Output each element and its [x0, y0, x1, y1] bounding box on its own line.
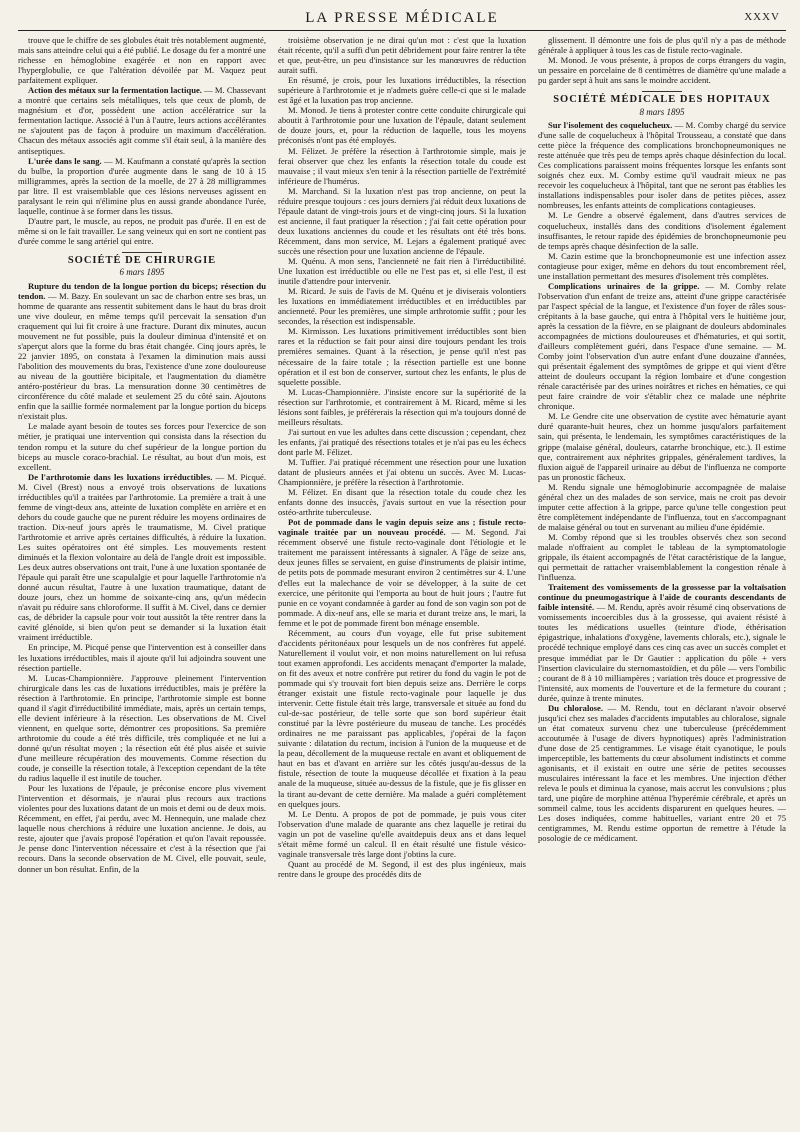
- section-title: Sur l'isolement des coquelucheux.: [548, 120, 673, 131]
- session-date: 6 mars 1895: [119, 267, 165, 278]
- paragraph: En principe, M. Picqué pense que l'intervention est à conseiller dans les luxations irréductibles, mais il ajoute qu'il lui adjoindra souvent une résection partielle.: [18, 642, 266, 673]
- paragraph: M. Ricard. Je suis de l'avis de M. Quénu et je diviserais volontiers les luxations en immédiatement irréductibles et en irréductibles par ancienneté. Pour les premières, une simple arthrotomie suffit ; pour les secondes, la résection est indispensable.: [278, 286, 526, 327]
- paragraph-text: — M. Comby relate l'observation d'un enfant de treize ans, atteint d'une grippe caractérisée par l'aspect spécial de la langue, et l'existence d'un foyer de râles sous-crépitants à la base gauche, qui entra à l'hôpital vers le huitième jour, après la cessation de la fièvre, en se plaignant de douleurs abdominales accompagnées de mictions douloureuses et d'hématuries, et qui sortit, d'ailleurs complètement guéri, dans l'espace d'une semaine. — M. Comby joint l'observation d'un autre enfant d'une douzaine d'années, qui présentait également des symptômes de grippe et qui vient d'être atteint de douleurs occupant la région lombaire et d'une congestion rénale caractérisée par des urines noirâtres et riches en hématies, ce qui peut faire craindre de voir s'établir chez ce malade une néphrite chronique.: [538, 280, 786, 412]
- society-name: SOCIÉTÉ DE CHIRURGIE: [67, 254, 217, 266]
- paragraph: J'ai surtout en vue les adultes dans cette discussion ; cependant, chez les enfants, j'ai pratiqué des résections totales et je n'ai pas eu les échecs dont parle M. Félizet.: [278, 426, 526, 457]
- paragraph: M. Marchand. Si la luxation n'est pas trop ancienne, on peut la réduire presque toujours : ces jours derniers j'ai réduit deux luxations de l'épaule datant de vingt-trois jours et de vingt-cinq jours. Si la luxation est ancienne, il faut pratiquer la résection ; j'ai fait cette opération pour deux luxations anciennes du coude et les résultats ont été très bons. Récemment, dans mon service, M. Lejars a également pratiqué avec succès une résection pour une luxation ancienne de l'épaule.: [278, 185, 526, 256]
- paragraph: M. Monod. Je vous présente, à propos de corps étrangers du vagin, un pessaire en porcelaine de 8 centimètres de diamètre qu'une malade a pu garder sept à huit ans sans le moindre accident.: [538, 55, 786, 86]
- paragraph: Quant au procédé de M. Segond, il est des plus ingénieux, mais rentre dans le groupe des procédés dits de: [278, 858, 526, 879]
- paragraph: M. Félizet. En disant que la résection totale du coude chez les enfants donne des insuccès, j'avais surtout en vue la résection pour ostéo-arthrite tuberculeuse.: [278, 487, 526, 518]
- section-title: Complications urinaires de la grippe.: [548, 280, 700, 291]
- paragraph: D'autre part, le muscle, au repos, ne produit pas d'urée. Il en est de même si on le fait travailler. Le sang veineux qui en sort ne contient pas d'urée comme le sang artériel qui entre.: [18, 215, 266, 246]
- paragraph-text: — M. Bazy. En soulevant un sac de charbon entre ses bras, un homme de quarante ans ressentit subitement dans le haut du bras droit une vive douleur, en même temps qu'il percevait la sensation d'un craquement qui lui fit croire à une fracture. Durant dix minutes, aucun mouvement ne fut possible, puis la douleur diminua d'intensité et on s'aperçut alors que la forme du bras était changée. Cinq jours après, le 22 janvier 1895, on constata à l'examen la diminution mais aussi l'abolition des mouvements du bras, l'existence d'une zone douloureuse au niveau de la gouttière bicipitale, et l'augmentation du diamètre antéro-postérieur du bras. La mensuration donne 30 centimètres de circonférence du côté malade et seulement 25 du côté sain. Ajoutons enfin que la saillie formée normalement par la longue portion du biceps n'existait plus.: [18, 290, 266, 422]
- paragraph: M. Félizet. Je préfère la résection à l'arthrotomie simple, mais je ferai observer que chez les enfants la résection totale du coude est mauvaise ; il vaut mieux s'en tenir à la résection partielle de l'extrémité inférieure de l'humérus.: [278, 145, 526, 186]
- society-name: SOCIÉTÉ MÉDICALE DES HOPITAUX: [553, 94, 771, 106]
- paragraph: M. Cazin estime que la bronchopneumonie est une infection assez contagieuse pour exiger, même en dehors du tout encombrement réel, une installation permettant des mesures d'isolement très complètes.: [538, 250, 786, 281]
- column-3: [538, 35, 786, 1127]
- paragraph: trouve que le chiffre de ses globules était très notablement augmenté, mais sans atteindre celui qui a été publié. Le dosage du fer a montré une richesse en hémoglobine exagérée et non en rapport avec l'hyperglobulie, ce que l'altération dévoilée par M. Vaquez peut parfaitement expliquer.: [18, 35, 266, 86]
- divider: [122, 252, 162, 253]
- society-heading: [18, 252, 266, 278]
- section-title: De l'arthrotomie dans les luxations irréductibles.: [28, 471, 213, 482]
- paragraph: En résumé, je crois, pour les luxations irréductibles, la résection supérieure à l'arthrotomie et je n'admets guère celle-ci que si le malade est âgé et la luxation pas trop ancienne.: [278, 75, 526, 106]
- paragraph: Récemment, au cours d'un voyage, elle fut prise subitement d'accidents péritonéaux pour lesquels un de nos confrères fut appelé. Naturellement il voulut voir, et non moins naturellement on lui refusa tout examen approfondi. Les accidents menaçant d'emporter la malade, on fit des aveux et notre confrère put retirer du fond du vagin le pot de pommade qui s'y trouvait fort bien depuis seize ans. Derrière le corps étranger existait une fistule recto-vaginale pour laquelle je dus intervenir. Cette fistule était très large, transversale et située au fond du cul-de-sac postérieur, de telle sorte que son bord supérieur était constitué par la lèvre postérieure du museau de tanche. Les procédés ordinaires ne me paraissant pas applicables, j'opérai de la façon suivante : dilatation du rectum, incision à l'union de la muqueuse et de la peau, décollement de la muqueuse rectale en avant et obliquement de haut en bas et d'avant en arrière sur les côtés jusqu'au-dessus de la fistule, résection de toute la muqueuse décollée et fixation à la peau anale de la muqueuse, située au-dessus de la fistule, que je fis glisser en la tirant au-devant de cette dernière. Ma malade a guéri complètement en quelques jours.: [278, 627, 526, 809]
- paragraph: M. Monod. Je tiens à protester contre cette conduite chirurgicale qui aboutit à l'arthrotomie pour une luxation de l'épaule, datant seulement de douze jours, et, pour la réduction de laquelle, tous les moyens préconisés n'ont pas été employés.: [278, 105, 526, 146]
- article-columns: [18, 35, 786, 1127]
- paragraph: Pour les luxations de l'épaule, je préconise encore plus vivement l'intervention et désormais, je n'aurai plus recours aux tractions violentes pour des luxations datant de un mois et demi ou de deux mois. Récemment, en effet, j'ai perdu, avec M. Hennequin, une malade chez laquelle nous cherchions à réduire une luxation ancienne. Je dois, au reste, ajouter que j'avais proposé l'opération et qu'on l'avait repoussée. Je pense donc l'intervention nécessaire et c'est à la résection que j'ai recours. Dans la seconde observation de M. Civel, elle pouvait, seule, donner un bon résultat. Enfin, de la: [18, 783, 266, 874]
- paragraph: [538, 281, 786, 412]
- paragraph: M. Rendu signale une hémoglobinurie accompagnée de malaise général chez un des malades de son service, mais ne croit pas devoir imputer cette affection à la grippe, parce qu'une telle congestion peut être complètement indépendante de l'influenza, tout en s'accompagnant de malaise général ou tout en survenant au milieu d'une épidémie.: [538, 481, 786, 532]
- paragraph-text: — M. Rendu, après avoir résumé cinq observations de vomissements incoercibles dus à la grossesse, qui avaient résisté à toutes les médications usuelles (teinture d'iode, éthérisation épigastrique, inhalations d'oxygène, lavements chlorals, etc.), signale le procédé technique employé dans ces cinq cas avec un succès complet et presque immédiat par le Dr Gautier : application du pôle + vers l'insertion claviculaire du sternomastoïdien, et du pôle — vers l'ombilic ; courant de 8 à 10 milliampères ; variation très douce et progressive de l'intensité, aux moments de l'ouverture et de la fermeture du courant ; durée, quinze à trente minutes.: [538, 602, 786, 703]
- section-title: Action des métaux sur la fermentation lactique.: [28, 85, 202, 96]
- running-header: [18, 8, 786, 31]
- paragraph-text: — M. Picqué. M. Civel (Brest) nous a envoyé trois observations de luxations irréductibles qu'il a traitées par l'arthrotomie. La première a trait à une femme de vingt-deux ans, atteinte de luxation complète en arrière et en dehors du coude gauche que ne purent réduire les moyens ordinaires de traction. Dix-neuf jours après le traumatisme, M. Civel pratique l'arthrotomie et arrive après certaines difficultés, à réduire la luxation. Les suites opératoires ont été simples. Les mouvements restent diminués et la flexion volontaire au delà de l'angle droit est impossible. Les deux autres observations ont trait, l'une à une luxation spontanée de l'épaule qui paraît être une scapulalgie et pour laquelle l'arthrotomie n'a donné aucun résultat, l'autre à une luxation traumatique, datant de douze jours, chez un homme de soixante-cinq ans, qu'un médecin n'avait pu réduire sans chloroforme. Il suffit à M. Civel, dans ce dernier cas, de débrider la capsule pour voir tout aussitôt la tête rentrer dans la cavité glénoïde, si bien qu'on peut se demander si la luxation était vraiment irréductible.: [18, 471, 266, 643]
- paragraph: glissement. Il démontre une fois de plus qu'il n'y a pas de méthode générale à appliquer à tous les cas de fistule recto-vaginale.: [538, 35, 786, 56]
- society-heading: [538, 91, 786, 117]
- paragraph: [538, 120, 786, 210]
- column-1: [18, 35, 266, 1127]
- paragraph: M. Le Gendre a observé également, dans d'autres services de coquelucheux, installés dans des conditions d'isolement également insuffisantes, le retour rapide des épidémies de bronchopneumonie peu de temps après chaque désinfection de la salle.: [538, 210, 786, 251]
- paragraph-text: — M. Chassevant a montré que certains sels métalliques, tels que ceux de plomb, de magnésium et d'or, possèdent une action accélératrice sur la fermentation lactique. Associé à l'un à l'autre, leurs actions accélérantes ne s'ajoutent pas de façon à produire un maximum d'accélération. Chacun des métaux associés agit comme s'il était seul, à la manière des antiseptiques.: [18, 85, 266, 156]
- paragraph: [18, 472, 266, 643]
- paragraph: [278, 517, 526, 628]
- column-2: [278, 35, 526, 1127]
- journal-title: LA PRESSE MÉDICALE: [305, 10, 499, 26]
- paragraph-text: — M. Rendu, tout en déclarant n'avoir observé jusqu'ici chez ses malades d'accidents imputables au chloralose, signale un état comateux survenu chez une tuberculeuse (précédemment accoutumée à l'usage de divers hypnotiques) après l'administration d'une dose de 25 centigrammes. Le visage était cyanotique, le pouls imperceptible, les battements du cœur absolument indistincts et comme agonisants, et il existait en outre une série de petites secousses musculaires intéressant la face et les membres. Une injection d'éther releva le pouls et diminua la cyanose, mais accrut les convulsions ; plus tard, une piqûre de morphine atténua l'hyperémie cérébrale, et après un sommeil calme, tous les accidents disparurent en quelques heures. — Les doses indiquées, comme habituelles, variant entre 20 et 75 centigrammes, M. Rendu estime opportun de remettre à l'étude la posologie de ce médicament.: [538, 702, 786, 844]
- paragraph: M. Le Gendre cite une observation de cystite avec hématurie ayant duré quarante-huit heures, chez un homme jusqu'alors parfaitement sain, qui présenta, le lendemain, les symptômes caractéristiques de la grippe (malaise général, douleurs, catarrhe bronchique, etc.). Il estime que, contrairement aux néphrites grippales, généralement tardives, la fluxion aiguë de l'appareil urinaire au début de l'influenza ne comporte pas un pronostic fâcheux.: [538, 411, 786, 482]
- page-number: XXXV: [744, 11, 780, 23]
- paragraph: [538, 703, 786, 844]
- session-date: 8 mars 1895: [639, 106, 685, 117]
- section-title: Traitement des vomissements de la grossesse par la voltaïsation continue du pneumogastrique à l'aide de courants descendants de faible intensité.: [538, 582, 786, 613]
- paragraph: M. Quénu. A mon sens, l'ancienneté ne fait rien à l'irréductibilité. Une luxation est irréductible ou elle ne l'est pas et, si elle l'est, il est inutile d'attendre pour intervenir.: [278, 256, 526, 287]
- paragraph: M. Lucas-Championnière. J'insiste encore sur la supériorité de la résection sur l'arthrotomie, et contrairement à M. Ricard, même si les lésions sont faibles, je préférerais la résection qui m'a toujours donné de meilleurs résultats.: [278, 386, 526, 427]
- paragraph: M. Comby répond que si les troubles observés chez son second malade n'offraient au complet le tableau de la symptomatologie grippale, ils étaient accompagnés de l'état caractéristique de la langue, qui permettait de rattacher vraisemblablement la congestion rénale à l'influenza.: [538, 531, 786, 583]
- section-title: Du chloralose.: [548, 702, 603, 713]
- paragraph-text: — M. Comby chargé du service d'une salle de coquelucheux à l'hôpital Trousseau, a constaté que dans cette pièce la fréquence des complications bronchopneumoniques ne reste atténuée que très peu de temps après chaque désinfection du local. Ces complications paraissent moins fréquentes lorsque les enfants sont soignés chez eux. M. Comby estime qu'il vaudrait mieux ne pas recevoir les coquelucheux à l'hôpital, tant que ne seront pas établies les installations indispensables pour isoler dans de petites pièces, assez nombreuses, les enfants atteints de complications contagieuses.: [538, 120, 786, 211]
- paragraph: Le malade ayant besoin de toutes ses forces pour l'exercice de son métier, je pratiquai une intervention qui consista dans la résection du tendon rompu et la suture du chef supérieur de la longue portion du biceps au muscle coraco-brachial. Le résultat, au bout d'un mois, est excellent.: [18, 421, 266, 472]
- paragraph-text: — M. Kaufmann a constaté qu'après la section du bulbe, la proportion d'urée augmente dans le sang de 10 à 15 milligrammes, après la section de la moelle, de 27 à 28 milligrammes par litre. Il est vraisemblable que ces lésions nerveuses agissent en paralysant le rein qui n'élimine plus en aussi grande abondance l'urée, laquelle, continue à se former dans les tissus.: [18, 155, 266, 216]
- paragraph: [18, 156, 266, 216]
- section-title: Pot de pommade dans le vagin depuis seize ans ; fistule recto-vaginale traitée par un nouveau procédé.: [278, 517, 526, 538]
- paragraph: M. Tuffier. J'ai pratiqué récemment une résection pour une luxation datant de plusieurs années et j'ai obtenu un succès. Avec M. Lucas-Championnière, je préfère la résection à l'arthrotomie.: [278, 456, 526, 488]
- paragraph: [538, 582, 786, 703]
- paragraph: M. Le Dentu. A propos de pot de pommade, je puis vous citer l'observation d'une malade de quarante ans chez laquelle je retirai du vagin un pot de vaseline qu'elle avaitdepuis deux ans et dans lequel s'était même formé un calcul. Il en était résulté une fistule vésico-vaginale transversale très large dont j'obtins la cure.: [278, 808, 526, 859]
- paragraph: M. Kirmisson. Les luxations primitivement irréductibles sont bien rares et la réduction se fait pour ainsi dire toujours pendant les trois premières semaines. Quant à la résection, je pense qu'il n'est pas nécessaire de la faire totale ; la résection partielle est une bonne opération et il est bon de conserver, surtout chez les enfants, le plus de squelette possible.: [278, 326, 526, 387]
- section-title: Rupture du tendon de la longue portion du biceps; résection du tendon.: [18, 280, 266, 301]
- paragraph: [18, 281, 266, 422]
- paragraph: [18, 85, 266, 155]
- paragraph: troisième observation je ne dirai qu'un mot : c'est que la luxation était récente, qu'il a suffi d'un petit débridement pour faire rentrer la tête et que, peut-être, un peu d'insistance sur les manœuvres de réduction aurait suffi.: [278, 35, 526, 76]
- divider: [642, 91, 682, 92]
- paragraph-text: — M. Segond. J'ai récemment observé une fistule recto-vaginale dont l'étiologie et le traitement me paraissent intéressants à signaler. A l'âge de seize ans, deux jeunes filles se servaient, en guise d'instruments de plaisir intime, de petits pots de pommade mesurant environ 2 centimètres sur 4. L'une d'elles eut la malechance de voir se développer, à la suite de cet exercice, une péritonite qui l'emporta au bout de huit jours ; l'autre fut punie en ce voyant condamnée à garder au fond de son vagin son pot de pommade. A dix-neuf ans, elle se maria et durant treize ans, le mari, la femme et le pot de pommade firent bon ménage ensemble.: [278, 527, 526, 628]
- section-title: L'urée dans le sang.: [28, 155, 102, 166]
- paragraph: M. Lucas-Championnière. J'approuve pleinement l'intervention chirurgicale dans les cas de luxations irréductibles, mais je préfère la résection à l'arthrotomie. En principe, l'arthrotomie simple est bonne quand il s'agit d'irréductibilité immédiate, mais, après un certain temps, elle devient inférieure à la résection. Les observations de M. Civel viennent, en quelque sorte, démontrer ces propositions. Sa première arthrotomie du coude a été très difficile, très compliquée et ne lui a donné qu'un résultat moyen ; la résection eût été plus aisée et suivie d'une meilleure récupération des mouvements. Comme résection du coude, je conseille la résection totale, à l'exception cependant de la tête du radius laquelle il est inutile de toucher.: [18, 672, 266, 784]
